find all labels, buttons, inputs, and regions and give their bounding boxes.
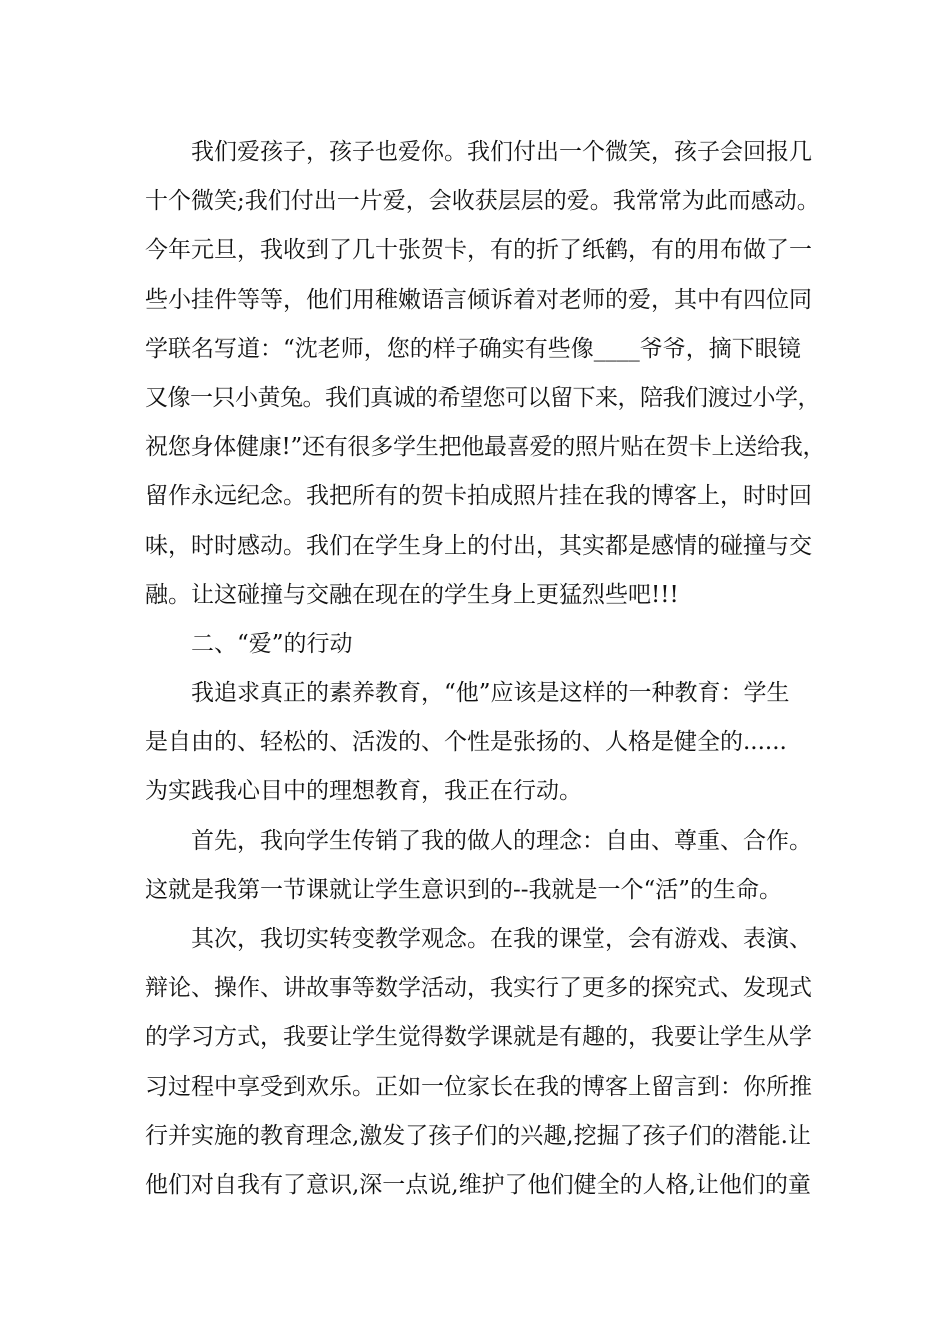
text-line: 辩论、操作、讲故事等数学活动，我实行了更多的探究式、发现式 [145, 975, 812, 1002]
text-line: 学联名写道：“沈老师，您的样子确实有些像____爷爷，摘下眼镜 [145, 335, 801, 362]
text-line: 祝您身体健康!”还有很多学生把他最喜爱的照片贴在贺卡上送给我， [145, 434, 825, 461]
text-line: 其次，我切实转变教学观念。在我的课堂，会有游戏、表演、 [191, 926, 812, 952]
text-line: 融。让这碰撞与交融在现在的学生身上更猛烈些吧!!! [145, 581, 679, 608]
text-line: 又像一只小黄兔。我们真诚的希望您可以留下来，陪我们渡过小学， [145, 384, 820, 411]
text-line: 今年元旦，我收到了几十张贺卡，有的折了纸鹤，有的用布做了一 [145, 237, 812, 264]
text-line: 首先，我向学生传销了我的做人的理念：自由、尊重、合作。 [191, 827, 812, 854]
document-body [145, 128, 825, 1210]
text-line: 留作永远纪念。我把所有的贺卡拍成照片挂在我的博客上，时时回 [145, 483, 812, 510]
text-line: 我们爱孩子，孩子也爱你。我们付出一个微笑，孩子会回报几 [191, 139, 812, 165]
text-line: 行并实施的教育理念,激发了孩子们的兴趣,挖掘了孩子们的潜能.让 [145, 1122, 811, 1149]
text-line: 味，时时感动。我们在学生身上的付出，其实都是感情的碰撞与交 [145, 532, 812, 559]
text-line: 他们对自我有了意识,深一点说,维护了他们健全的人格,让他们的童 [145, 1171, 811, 1198]
text-line: 的学习方式，我要让学生觉得数学课就是有趣的，我要让学生从学 [145, 1024, 812, 1051]
text-line: 二、“爱”的行动 [191, 630, 353, 657]
text-line: 这就是我第一节课就让学生意识到的--我就是一个“活”的生命。 [145, 876, 783, 903]
text-line: 我追求真正的素养教育，“他”应该是这样的一种教育：学生 [191, 680, 790, 707]
text-line: 习过程中享受到欢乐。正如一位家长在我的博客上留言到：你所推 [145, 1073, 812, 1100]
text-line: 些小挂件等等，他们用稚嫩语言倾诉着对老师的爱，其中有四位同 [145, 286, 812, 313]
text-line: 十个微笑;我们付出一片爱，会收获层层的爱。我常常为此而感动。 [145, 188, 820, 215]
text-line: 为实践我心目中的理想教育，我正在行动。 [145, 778, 582, 805]
text-line: 是自由的、轻松的、活泼的、个性是张扬的、人格是健全的...... [145, 729, 787, 756]
